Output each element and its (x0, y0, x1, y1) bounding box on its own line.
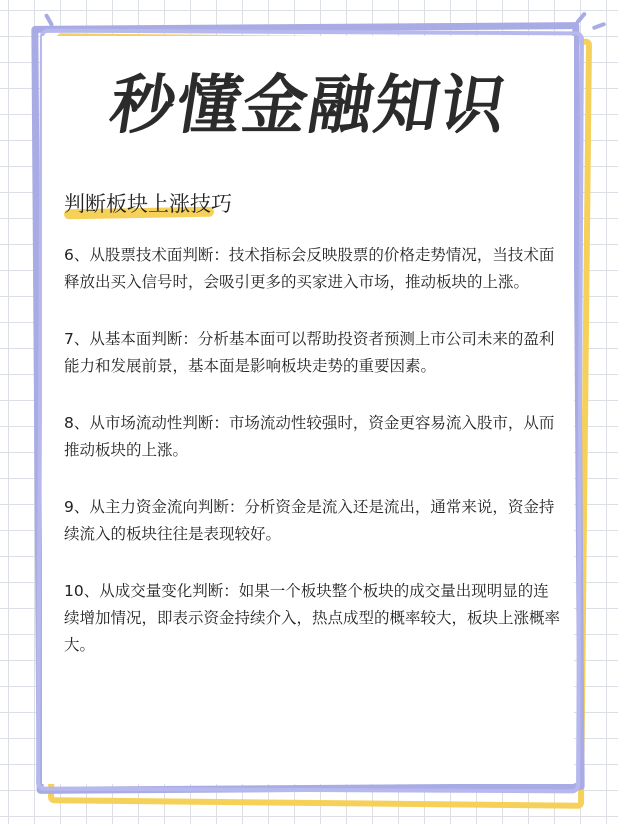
tip-paragraph-9: 9、从主力资金流向判断：分析资金是流入还是流出，通常来说，资金持续流入的板块往往是表现较好。 (64, 498, 555, 543)
sparkle-decoration (592, 22, 607, 31)
tip-paragraph-6: 6、从股票技术面判断：技术指标会反映股票的价格走势情况，当技术面释放出买入信号时，会吸引更多的买家进入市场，推动板块的上涨。 (64, 246, 555, 291)
tip-paragraph-8: 8、从市场流动性判断：市场流动性较强时，资金更容易流入股市，从而推动板块的上涨。 (64, 414, 555, 459)
tip-paragraph-10: 10、从成交量变化判断：如果一个板块整个板块的成交量出现明显的连续增加情况，即表示资金持续介入，热点成型的概率较大，板块上涨概率大。 (64, 582, 561, 654)
tip-paragraph-7: 7、从基本面判断：分析基本面可以帮助投资者预测上市公司未来的盈利能力和发展前景，基本面是影响板块走势的重要因素。 (64, 330, 555, 375)
content-list (64, 242, 564, 689)
sparkle-decoration (575, 11, 587, 24)
subtitle: 判断板块上涨技巧 (64, 192, 232, 216)
subtitle-block (64, 190, 232, 226)
page-title: 秒懂金融知识 (105, 69, 513, 143)
